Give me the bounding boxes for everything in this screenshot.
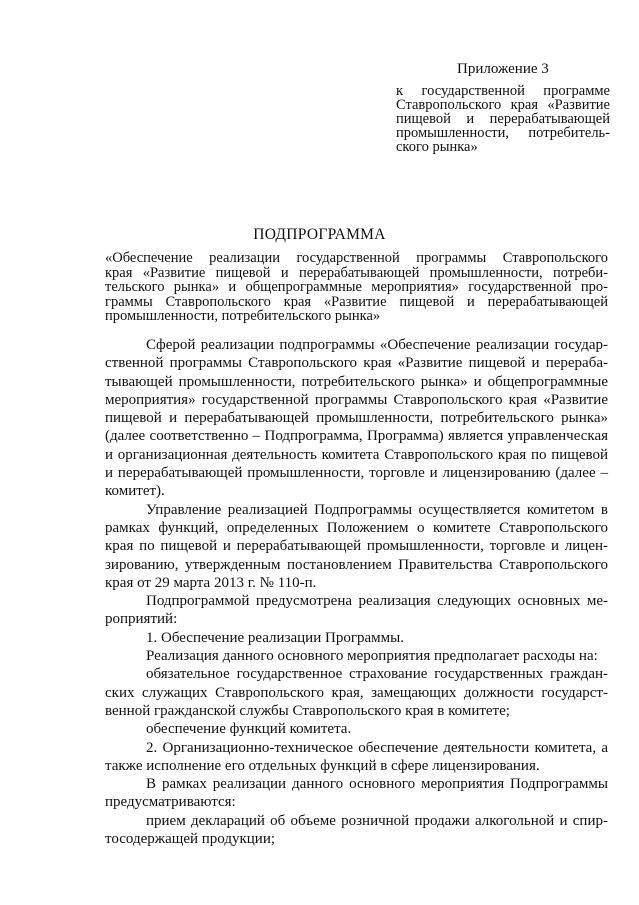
body-line: обеспечение функций комитета. (146, 721, 352, 738)
body-line: В рамках реализации данного основного мероприятия Подпрограммы (146, 776, 608, 793)
appendix-line: к государственной программе (396, 83, 610, 99)
body-line: 2. Организационно-техническое обеспечение деятельности комитета, а (146, 739, 608, 756)
body-line: венной гражданской службы Ставропольского края в комитете; (105, 702, 510, 719)
body-line: края по пищевой и перерабатывающей промышленности, торговле и лицен- (105, 538, 608, 555)
subtitle-line: промышленности, потребительского рынка» (105, 308, 381, 325)
appendix-title: Приложение 3 (457, 61, 549, 77)
subtitle-line: тельского рынка» и общепрограммные мероприятия» государственной про- (105, 279, 608, 296)
body-line: 1. Обеспечение реализации Программы. (146, 629, 404, 646)
body-line: также исполнение его отдельных функций в сфере лицензирования. (105, 757, 540, 774)
body-line: Сферой реализации подпрограммы «Обеспечение реализации государ- (146, 337, 608, 353)
body-line: предусматриваются: (105, 794, 236, 811)
body-line: комитет). (105, 483, 165, 500)
body-line: (далее соответственно – Подпрограмма, Программа) является управленческая (105, 428, 608, 445)
subtitle-line: граммы Ставропольского края «Развитие пищевой и перерабатывающей (105, 293, 608, 310)
appendix-line: промышленности, потребитель- (396, 125, 610, 141)
body-line: мероприятия» государственной программы Ставропольского края «Развитие (105, 391, 608, 408)
appendix-line: Ставропольского края «Развитие (396, 97, 610, 113)
appendix-description (396, 84, 610, 154)
body-line: пищевой и перерабатывающей промышленности, потребительского рынка» (105, 410, 608, 427)
subprogram-name (105, 251, 608, 324)
body-line: края от 29 марта 2013 г. № 110-п. (105, 574, 317, 591)
body-line: рамках функций, определенных Положением о комитете Ставропольского (105, 519, 608, 536)
subtitle-line: «Обеспечение реализации государственной программы Ставропольского (105, 250, 608, 266)
body-line: и организационная деятельность комитета Ставропольского края по пищевой (105, 446, 608, 463)
appendix-line: пищевой и перерабатывающей (396, 111, 610, 127)
body-line: зированию, утвержденным постановлением Правительства Ставропольского (105, 556, 608, 573)
body-line: обязательное государственное страхование государственных граждан- (146, 666, 608, 683)
body-line: Реализация данного основного мероприятия предполагает расходы на: (146, 648, 598, 665)
body-line: Управление реализацией Подпрограммы осуществляется комитетом в (146, 501, 608, 518)
body-line: прием деклараций об объеме розничной продажи алкогольной и спир- (146, 812, 608, 829)
body-text (105, 336, 608, 848)
page-title: ПОДПРОГРАММА (253, 226, 386, 243)
body-line: тывающей промышленности, потребительского рынка» и общепрограммные (105, 373, 608, 390)
body-line: ственной программы Ставропольского края «Развитие пищевой и перераба- (105, 355, 608, 372)
body-line: ских служащих Ставропольского края, замещающих должности государст- (105, 684, 608, 701)
body-line: роприятий: (105, 611, 178, 628)
body-line: Подпрограммой предусмотрена реализация следующих основных ме- (146, 593, 608, 610)
body-line: тосодержащей продукции; (105, 831, 276, 848)
body-line: и перерабатывающей промышленности, торговле и лицензированию (далее – (105, 465, 608, 482)
appendix-line: ского рынка» (396, 139, 478, 155)
subtitle-line: края «Развитие пищевой и перерабатывающей промышленности, потреби- (105, 264, 608, 281)
